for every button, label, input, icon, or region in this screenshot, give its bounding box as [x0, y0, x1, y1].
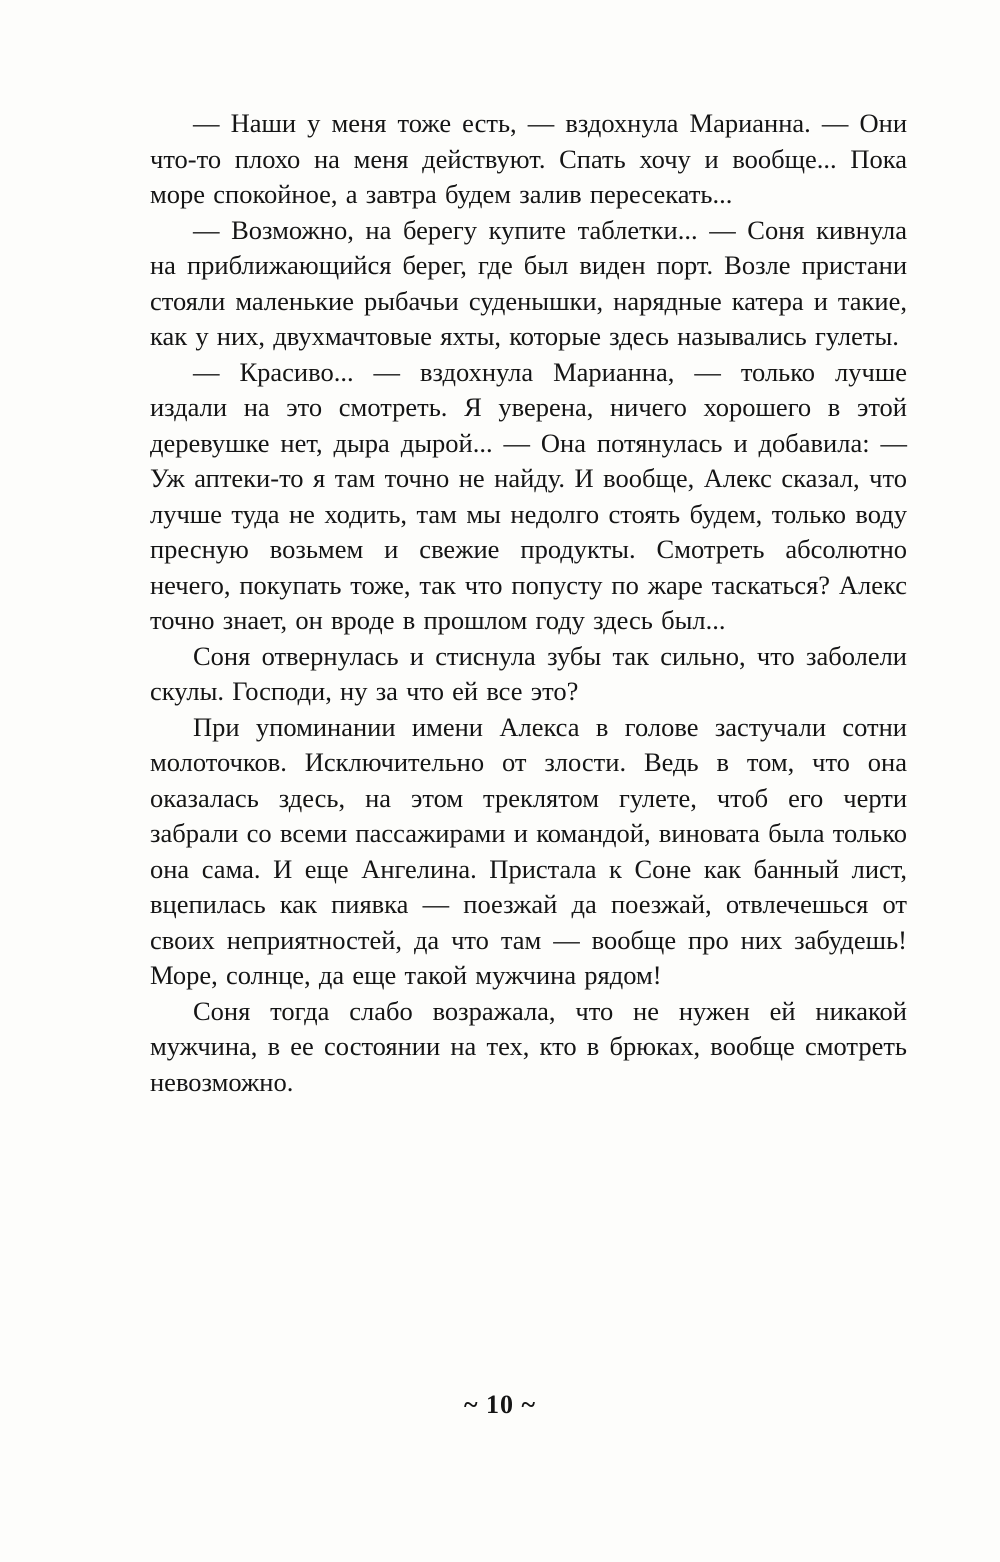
paragraph-dialogue-marianna: — Наши у меня тоже есть, — вздохнула Марианна. — Они что-то плохо на меня действуют. Спать хочу и вообще... Пока море спокойное, а завтра будем залив пересекать... — [150, 108, 907, 209]
paragraph-dialogue-sonya: — Возможно, на берегу купите таблетки... — Соня кивнула на приближающийся берег, где был виден порт. Возле пристани стояли маленькие рыбачьи суденышки, нарядные катера и такие, как у них, двухмачтовые яхты, которые здесь назывались гулеты. — [150, 214, 907, 351]
paragraph-dialogue-marianna-2: — Красиво... — вздохнула Марианна, — только лучше издали на это смотреть. Я уверена, ничего хорошего в этой деревушке нет, дыра дырой... — Она потянулась и добавила: — Уж аптеки-то я там точно не найду. И вообще, Алекс сказал, что лучше туда не ходить, там мы недолго стоять будем, только воду пресную возьмем и свежие продукты. Смотреть абсолютно нечего, покупать тоже, так что попусту по жаре таскаться? Алекс точно знает, он вроде в прошлом году здесь был... — [150, 356, 907, 635]
text-block — [150, 106, 907, 1100]
paragraph-narration-3: Соня тогда слабо возражала, что не нужен ей никакой мужчина, в ее состоянии на тех, кто в брюках, вообще смотреть невозможно. — [150, 995, 907, 1097]
paragraph-narration-2: При упоминании имени Алекса в голове застучали сотни молоточков. Исключительно от злости. Ведь в том, что она оказалась здесь, на этом треклятом гулете, чтоб его черти забрали со всеми пассажирами и командой, виновата была только она сама. И еще Ангелина. Пристала к Соне как банный лист, вцепилась как пиявка — поезжай да поезжай, отвлечешься от своих неприятностей, да что там — вообще про них забудешь! Море, солнце, да еще такой мужчина рядом! — [150, 711, 907, 990]
page-number: ~ 10 ~ — [463, 1390, 537, 1419]
paragraph-narration-1: Соня отвернулась и стиснула зубы так сильно, что заболели скулы. Господи, ну за что ей все это? — [150, 640, 907, 706]
